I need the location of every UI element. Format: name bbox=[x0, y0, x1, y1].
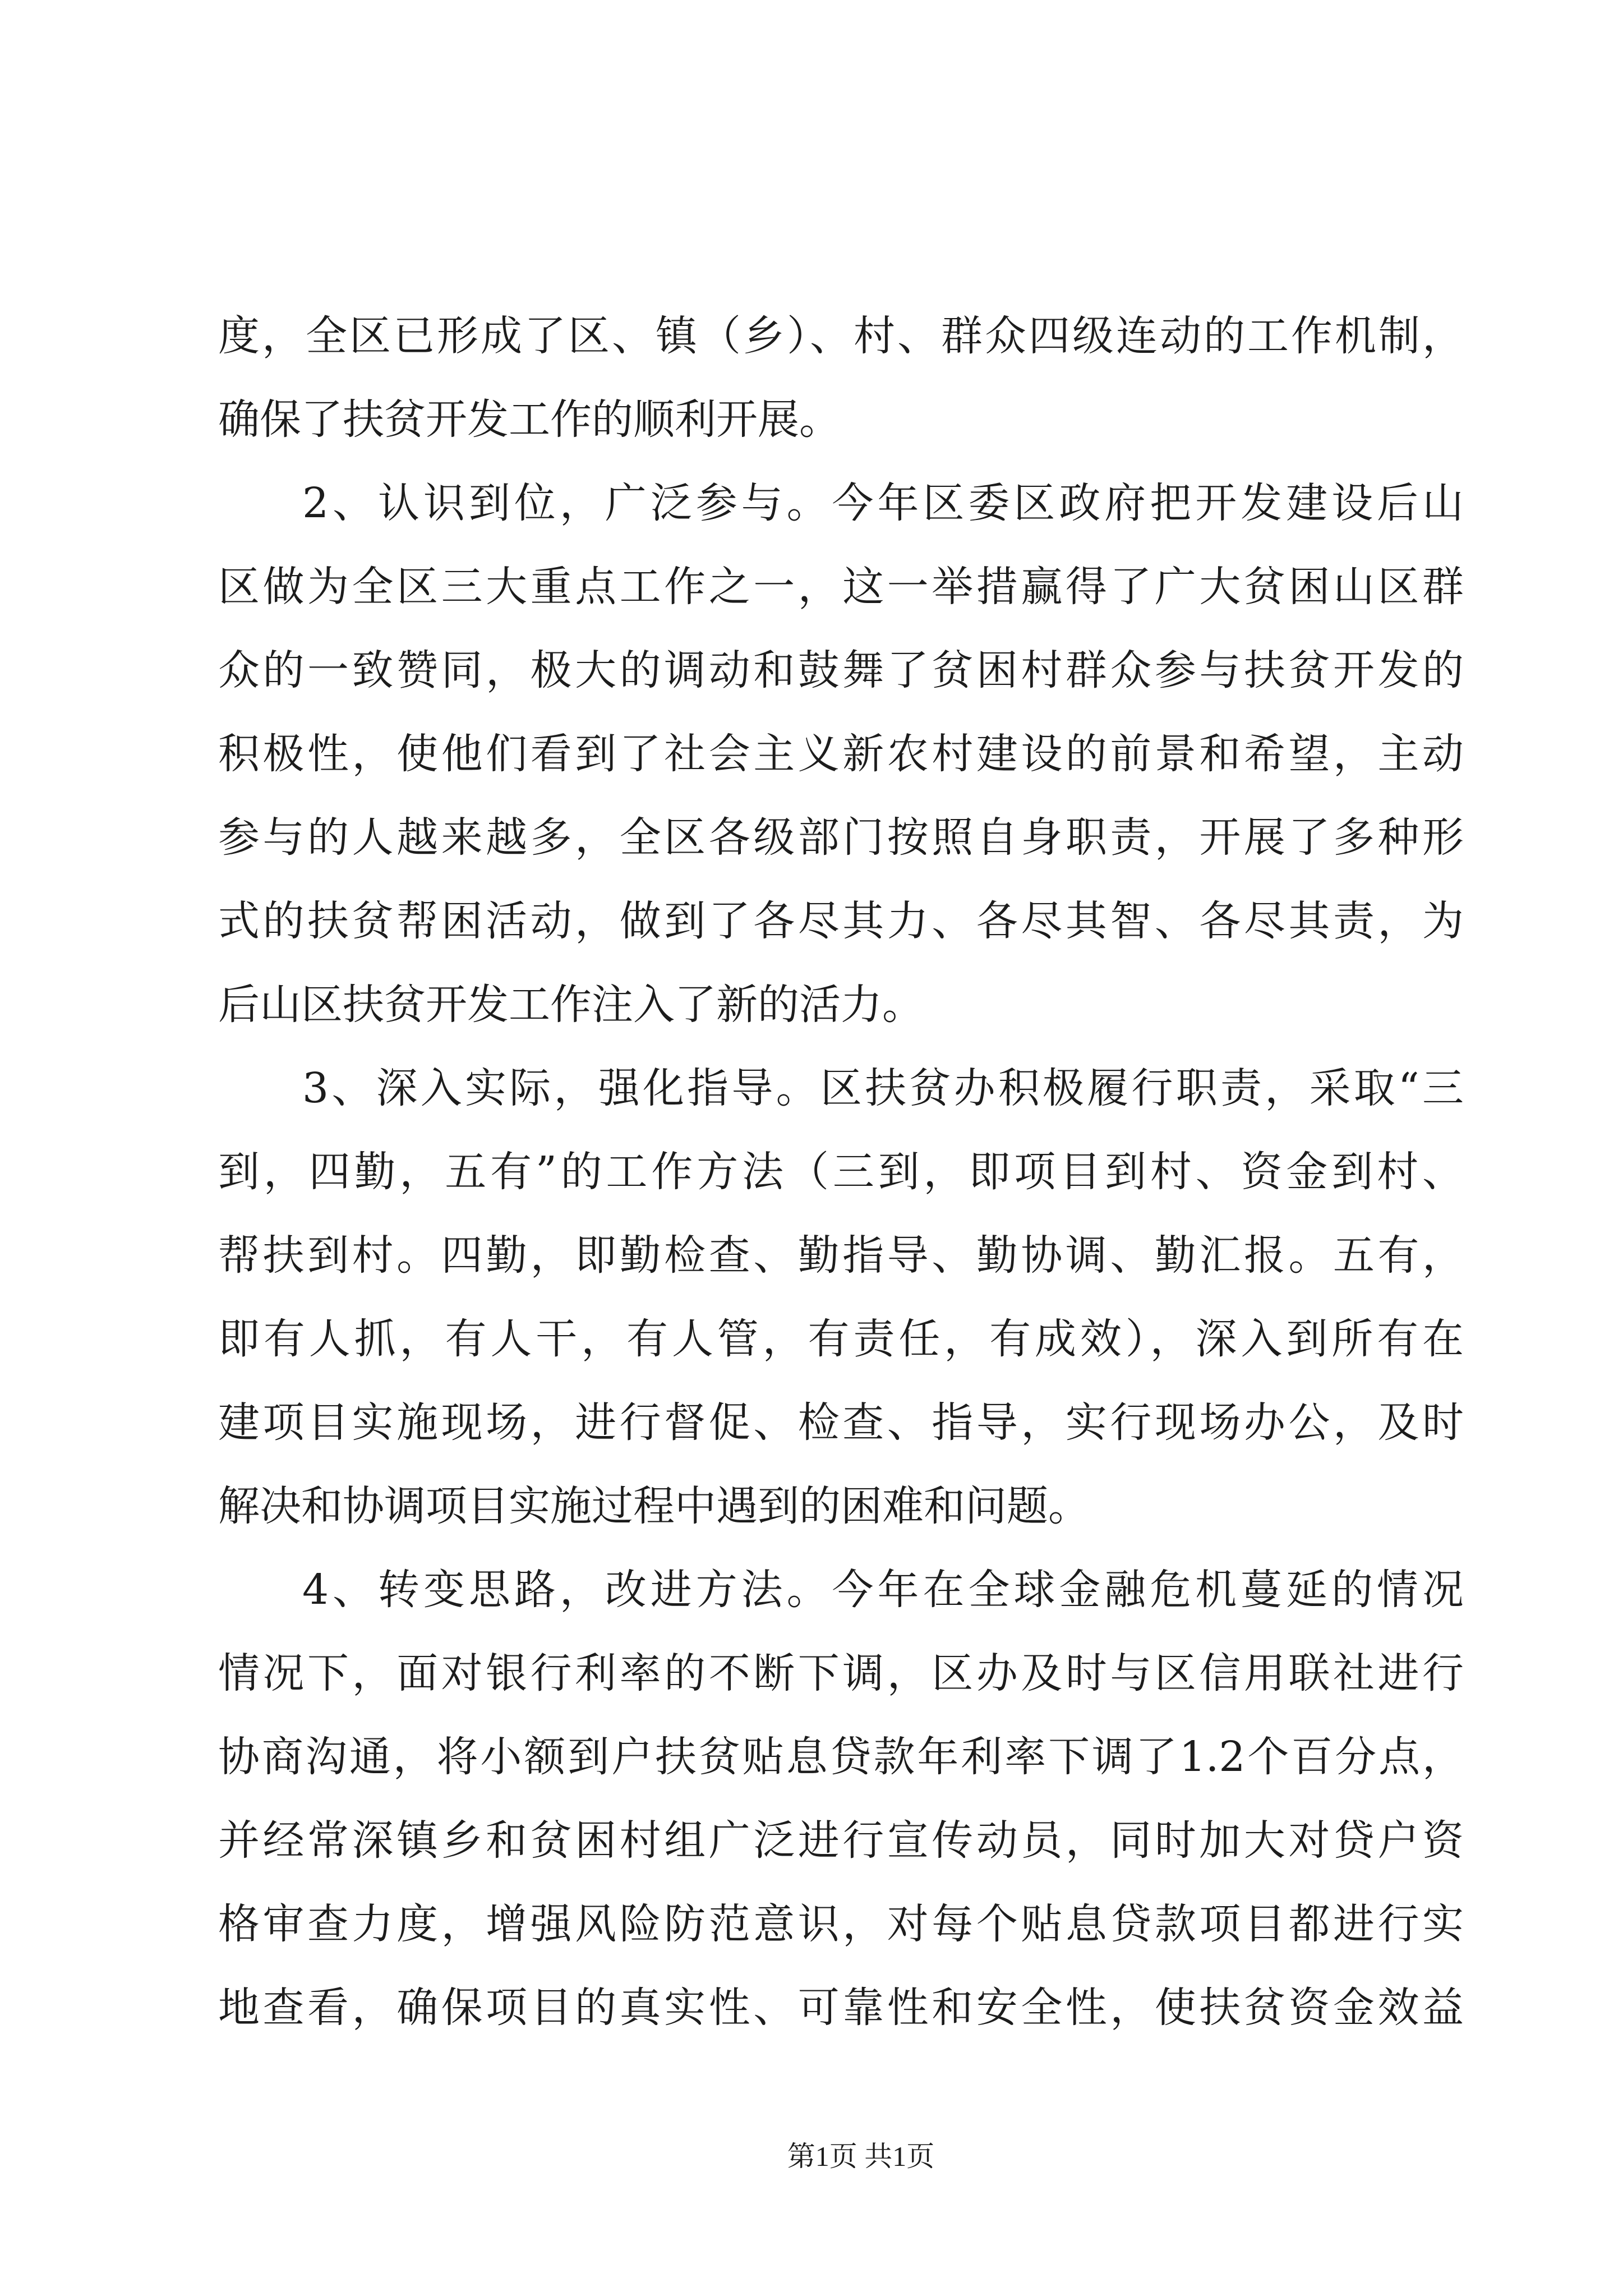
text-line: 众的一致赞同，极大的调动和鼓舞了贫困村群众参与扶贫开发的 bbox=[218, 646, 1464, 694]
text-line: 2、认识到位，广泛参与。今年区委区政府把开发建设后山 bbox=[302, 479, 1464, 527]
text-line: 后山区扶贫开发工作注入了新的活力。 bbox=[218, 981, 924, 1029]
text-line: 建项目实施现场，进行督促、检查、指导，实行现场办公，及时 bbox=[218, 1398, 1464, 1447]
text-line: 帮扶到村。四勤，即勤检查、勤指导、勤协调、勤汇报。五有， bbox=[218, 1231, 1464, 1280]
text-line: 并经常深镇乡和贫困村组广泛进行宣传动员，同时加大对贷户资 bbox=[218, 1816, 1464, 1865]
text-line: 式的扶贫帮困活动，做到了各尽其力、各尽其智、各尽其责，为 bbox=[218, 897, 1464, 945]
text-line: 情况下，面对银行利率的不断下调，区办及时与区信用联社进行 bbox=[218, 1649, 1464, 1697]
text-line: 积极性，使他们看到了社会主义新农村建设的前景和希望，主动 bbox=[218, 730, 1464, 778]
text-line: 度，全区已形成了区、镇（乡）、村、群众四级连动的工作机制， bbox=[218, 312, 1464, 360]
text-line: 协商沟通，将小额到户扶贫贴息贷款年利率下调了1.2个百分点， bbox=[218, 1733, 1464, 1781]
text-line: 格审查力度，增强风险防范意识，对每个贴息贷款项目都进行实 bbox=[218, 1900, 1464, 1948]
document-body bbox=[218, 295, 1464, 2050]
text-line: 地查看，确保项目的真实性、可靠性和安全性，使扶贫资金效益 bbox=[218, 1984, 1464, 2032]
text-line: 即有人抓，有人干，有人管，有责任，有成效），深入到所有在 bbox=[218, 1315, 1464, 1363]
text-line: 4、转变思路，改进方法。今年在全球金融危机蔓延的情况 bbox=[302, 1566, 1464, 1614]
text-line: 解决和协调项目实施过程中遇到的困难和问题。 bbox=[218, 1482, 1090, 1530]
text-line: 参与的人越来越多，全区各级部门按照自身职责，开展了多种形 bbox=[218, 813, 1464, 862]
page-number-footer: 第1页 共1页 bbox=[787, 2141, 935, 2172]
paragraph-2 bbox=[218, 462, 1464, 1047]
paragraph-4 bbox=[218, 1548, 1464, 2050]
text-line: 区做为全区三大重点工作之一，这一举措赢得了广大贫困山区群 bbox=[218, 563, 1464, 611]
text-line: 到，四勤，五有”的工作方法（三到，即项目到村、资金到村、 bbox=[218, 1148, 1464, 1196]
paragraph-continuation bbox=[218, 295, 1464, 462]
paragraph-3 bbox=[218, 1047, 1464, 1548]
text-line: 确保了扶贫开发工作的顺利开展。 bbox=[218, 395, 841, 444]
text-line: 3、深入实际，强化指导。区扶贫办积极履行职责，采取“三 bbox=[302, 1064, 1464, 1112]
